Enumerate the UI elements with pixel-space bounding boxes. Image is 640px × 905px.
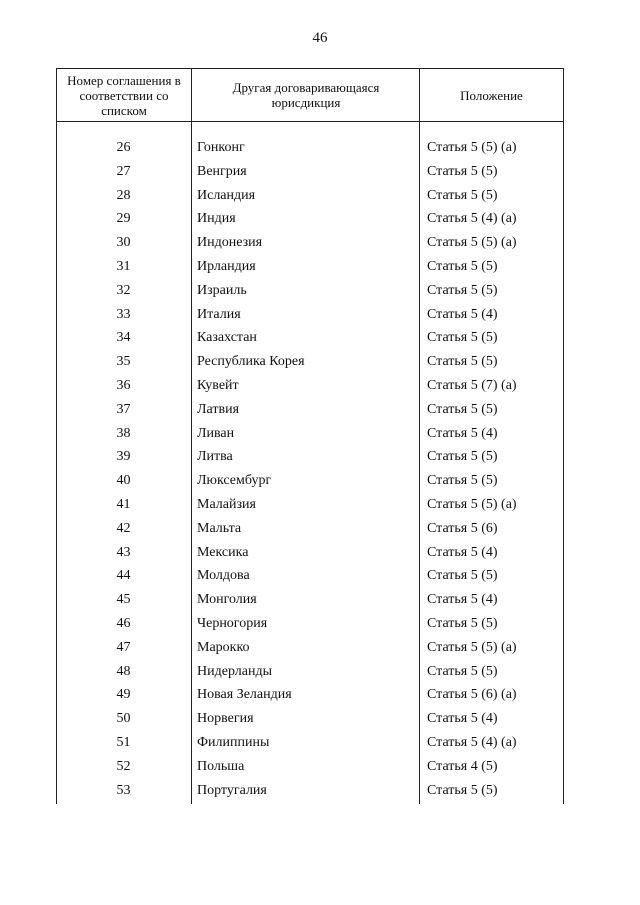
jurisdiction-cell: Исландия — [197, 187, 256, 203]
provision-cell: Статья 5 (5) — [427, 354, 498, 370]
table-row — [56, 755, 564, 779]
table-row — [56, 445, 564, 469]
table-row — [56, 136, 564, 160]
provision-cell: Статья 5 (5) (a) — [427, 497, 517, 512]
jurisdiction-cell: Люксембург — [197, 473, 272, 489]
jurisdiction-cell: Малайзия — [197, 497, 256, 512]
page-number: 46 — [312, 30, 328, 46]
table-row — [56, 779, 564, 803]
provision-cell: Статья 5 (7) (a) — [427, 378, 517, 393]
jurisdiction-cell: Венгрия — [197, 163, 247, 179]
agreement-number-cell: 39 — [116, 449, 131, 465]
agreement-number-cell: 40 — [116, 473, 131, 489]
agreement-number-cell: 33 — [116, 306, 131, 322]
agreement-number-cell: 28 — [116, 187, 131, 203]
agreement-number-cell: 32 — [116, 282, 131, 298]
jurisdiction-cell: Индонезия — [197, 235, 263, 251]
table-row — [56, 588, 564, 612]
agreement-number-cell: 43 — [116, 544, 131, 560]
table-row — [56, 469, 564, 493]
jurisdiction-cell: Черногория — [197, 616, 268, 631]
header-bottom-border — [56, 121, 564, 122]
agreement-number-cell: 34 — [116, 330, 131, 346]
table-row — [56, 683, 564, 707]
agreement-number-cell: 27 — [116, 163, 131, 179]
table-row — [56, 660, 564, 684]
agreement-number-cell: 46 — [116, 616, 131, 631]
provision-cell: Статья 5 (4) — [427, 425, 498, 441]
agreement-number-cell: 38 — [116, 425, 131, 441]
table-row — [56, 493, 564, 517]
provision-cell: Статья 5 (5) — [427, 568, 498, 584]
provision-cell: Статья 5 (5) (a) — [427, 639, 517, 655]
provision-cell: Статья 5 (4) (a) — [427, 211, 517, 227]
jurisdiction-cell: Марокко — [197, 639, 250, 655]
agreement-number-cell: 30 — [116, 235, 131, 251]
agreement-number-cell: 42 — [116, 520, 131, 536]
provision-cell: Статья 5 (5) — [427, 782, 498, 798]
agreement-number-cell: 44 — [116, 568, 131, 584]
table-row — [56, 731, 564, 755]
table-row — [56, 350, 564, 374]
jurisdiction-cell: Ирландия — [197, 259, 256, 274]
agreement-number-cell: 37 — [116, 401, 131, 417]
jurisdiction-cell: Казахстан — [197, 330, 257, 346]
jurisdiction-cell: Латвия — [197, 401, 240, 417]
provision-cell: Статья 5 (5) — [427, 187, 498, 203]
table-row — [56, 303, 564, 327]
table-row — [56, 612, 564, 636]
header-agreement-number: Номер соглашения в соответствии со списком — [67, 72, 181, 118]
provision-cell: Статья 5 (4) — [427, 592, 498, 608]
table-row — [56, 160, 564, 184]
provision-cell: Статья 5 (5) — [427, 282, 498, 298]
agreements-table — [56, 68, 564, 804]
jurisdiction-cell: Филиппины — [197, 735, 270, 750]
provision-cell: Статья 5 (5) — [427, 616, 498, 631]
table-row — [56, 541, 564, 565]
table-row — [56, 255, 564, 279]
table-row — [56, 184, 564, 208]
jurisdiction-cell: Норвегия — [197, 711, 254, 727]
provision-cell: Статья 5 (4) — [427, 711, 498, 727]
agreement-number-cell: 45 — [116, 592, 131, 608]
provision-cell: Статья 5 (5) (a) — [427, 140, 517, 155]
provision-cell: Статья 5 (5) — [427, 401, 498, 417]
agreement-number-cell: 31 — [116, 259, 131, 274]
provision-cell: Статья 5 (5) — [427, 163, 498, 179]
provision-cell: Статья 5 (4) — [427, 306, 498, 322]
agreement-number-cell: 53 — [116, 782, 131, 798]
header-provision: Положение — [460, 87, 523, 103]
jurisdiction-cell: Италия — [197, 306, 241, 322]
provision-cell: Статья 5 (4) — [427, 544, 498, 560]
agreement-number-cell: 47 — [116, 639, 131, 655]
jurisdiction-cell: Израиль — [197, 282, 247, 298]
provision-cell: Статья 5 (5) — [427, 473, 498, 489]
jurisdiction-cell: Португалия — [197, 782, 267, 798]
jurisdiction-cell: Гонконг — [197, 140, 245, 155]
agreement-number-cell: 36 — [116, 378, 131, 393]
table-row — [56, 207, 564, 231]
provision-cell: Статья 5 (5) — [427, 259, 498, 274]
table-row — [56, 517, 564, 541]
jurisdiction-cell: Мальта — [197, 520, 242, 536]
table-row — [56, 564, 564, 588]
agreement-number-cell: 52 — [116, 758, 131, 774]
provision-cell: Статья 5 (5) — [427, 449, 498, 465]
agreement-number-cell: 48 — [116, 663, 131, 679]
jurisdiction-cell: Кувейт — [197, 378, 239, 393]
jurisdiction-cell: Ливан — [197, 425, 235, 441]
jurisdiction-cell: Новая Зеландия — [197, 687, 292, 703]
agreement-number-cell: 29 — [116, 211, 131, 227]
provision-cell: Статья 5 (5) (a) — [427, 235, 517, 251]
agreement-number-cell: 50 — [116, 711, 131, 727]
agreement-number-cell: 35 — [116, 354, 131, 370]
provision-cell: Статья 5 (5) — [427, 663, 498, 679]
header-other-jurisdiction: Другая договаривающаяся юрисдикция — [232, 80, 380, 110]
agreement-number-cell: 26 — [116, 140, 131, 155]
agreement-number-cell: 41 — [116, 497, 131, 512]
provision-cell: Статья 5 (6) (a) — [427, 687, 517, 703]
provision-cell: Статья 5 (6) — [427, 520, 498, 536]
agreement-number-cell: 49 — [116, 687, 131, 703]
jurisdiction-cell: Польша — [197, 758, 245, 774]
table-row — [56, 707, 564, 731]
jurisdiction-cell: Нидерланды — [197, 663, 272, 679]
provision-cell: Статья 4 (5) — [427, 758, 498, 774]
jurisdiction-cell: Монголия — [197, 592, 257, 608]
table-row — [56, 326, 564, 350]
jurisdiction-cell: Мексика — [197, 544, 249, 560]
jurisdiction-cell: Республика Корея — [197, 354, 305, 370]
table-row — [56, 398, 564, 422]
table-row — [56, 231, 564, 255]
agreement-number-cell: 51 — [116, 735, 131, 750]
jurisdiction-cell: Литва — [197, 449, 233, 465]
table-row — [56, 374, 564, 398]
table-row — [56, 422, 564, 446]
jurisdiction-cell: Индия — [197, 211, 236, 227]
provision-cell: Статья 5 (5) — [427, 330, 498, 346]
provision-cell: Статья 5 (4) (a) — [427, 735, 517, 750]
table-row — [56, 279, 564, 303]
table-row — [56, 636, 564, 660]
jurisdiction-cell: Молдова — [197, 568, 250, 584]
